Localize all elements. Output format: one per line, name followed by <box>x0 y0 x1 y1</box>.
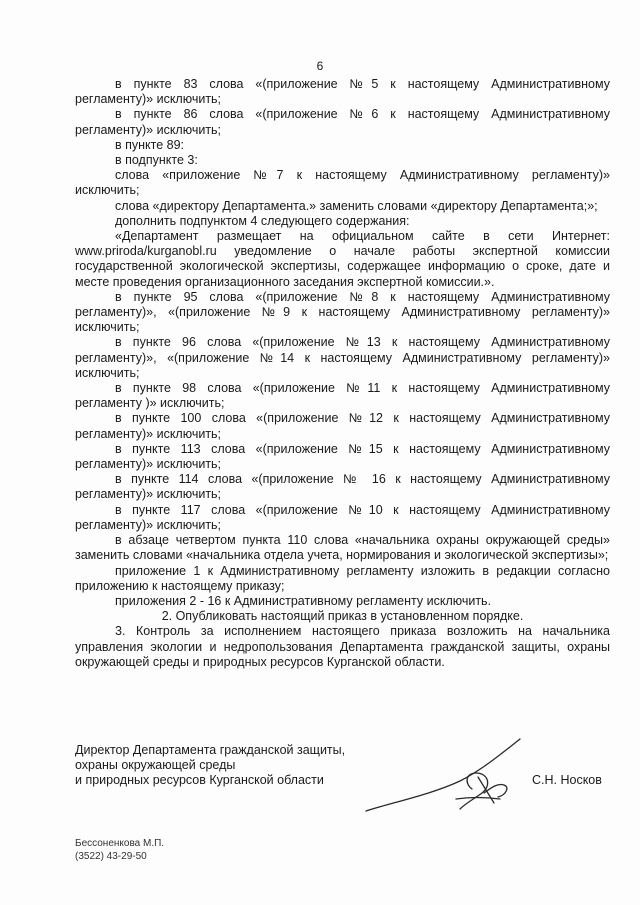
paragraph: «Департамент размещает на официальном сайте в сети Интернет: www.priroda/kurganobl.ru уведомление о начале работы экспертной комиссии государственной экологической экспертизы, содержащее информацию о сроке, дате и месте проведения организационного заседания экспертной комиссии.». <box>75 229 610 289</box>
paragraph: в пункте 83 слова «(приложение №5 к настоящему Административному регламенту)» исключить; <box>75 77 610 107</box>
paragraph: в пункте 98 слова «(приложение №11 к настоящему Административному регламенту )» исключить; <box>75 381 610 411</box>
signatory-position <box>75 743 345 788</box>
paragraph: 2. Опубликовать настоящий приказ в установленном порядке. <box>161 609 524 624</box>
paragraph: слова «приложение №7 к настоящему Административному регламенту)» исключить; <box>75 168 610 198</box>
signatory-position-line: и природных ресурсов Курганской области <box>75 773 324 787</box>
page-number: 6 <box>316 59 324 73</box>
paragraph: в подпункте 3: <box>115 153 198 168</box>
paragraph: в пункте 113 слова «(приложение №15 к настоящему Административному регламенту)» исключить; <box>75 441 610 472</box>
paragraph: в пункте 95 слова «(приложение №8 к настоящему Административному регламенту)», «(приложение №9 к настоящему Административному регламенту)» исключить; <box>75 289 610 335</box>
paragraph: в абзаце четвертом пункта 110 слова «начальника охраны окружающей среды» заменить словами «начальника отдела учета, нормирования и экологической экспертизы»; <box>75 533 610 563</box>
executor-name: Бессоненкова М.П. <box>75 838 165 849</box>
paragraph: приложения 2 - 16 к Административному регламенту исключить. <box>115 593 492 608</box>
signatory-name: С.Н. Носков <box>532 773 602 787</box>
executor-block <box>75 837 164 863</box>
paragraph: слова «директору Департамента.» заменить словами «директору Департамента;»; <box>115 198 598 213</box>
paragraph: приложение 1 к Административному регламенту изложить в редакции согласно приложению к настоящему приказу; <box>75 563 610 593</box>
handwritten-signature <box>360 733 530 823</box>
paragraph: в пункте 117 слова «(приложение №10 к настоящему Административному регламенту)» исключить; <box>75 502 610 532</box>
paragraph: 3. Контроль за исполнением настоящего приказа возложить на начальника управления экологии и недропользования Департамента гражданской защиты, охраны окружающей среды и природных ресурсов Курганской области. <box>75 624 610 669</box>
signatory-position-line: охраны окружающей среды <box>75 758 236 772</box>
signatory-position-line: Директор Департамента гражданской защиты, <box>75 743 346 757</box>
executor-phone: (3522) 43-29-50 <box>75 851 147 862</box>
paragraph: в пункте 114 слова «(приложение № 16 к настоящему Административному регламенту)» исключить; <box>75 472 610 502</box>
paragraph: в пункте 86 слова «(приложение №6 к настоящему Административному регламенту)» исключить; <box>75 107 610 137</box>
paragraph: в пункте 100 слова «(приложение №12 к настоящему Административному регламенту)» исключить; <box>75 411 610 441</box>
paragraph: в пункте 96 слова «(приложение №13 к настоящему Административному регламенту)», «(приложение №14 к настоящему Административному регламенту)» исключить; <box>75 335 610 380</box>
paragraph: дополнить подпунктом 4 следующего содержания: <box>115 213 410 228</box>
order-body <box>75 77 610 670</box>
paragraph: в пункте 89: <box>115 137 185 152</box>
